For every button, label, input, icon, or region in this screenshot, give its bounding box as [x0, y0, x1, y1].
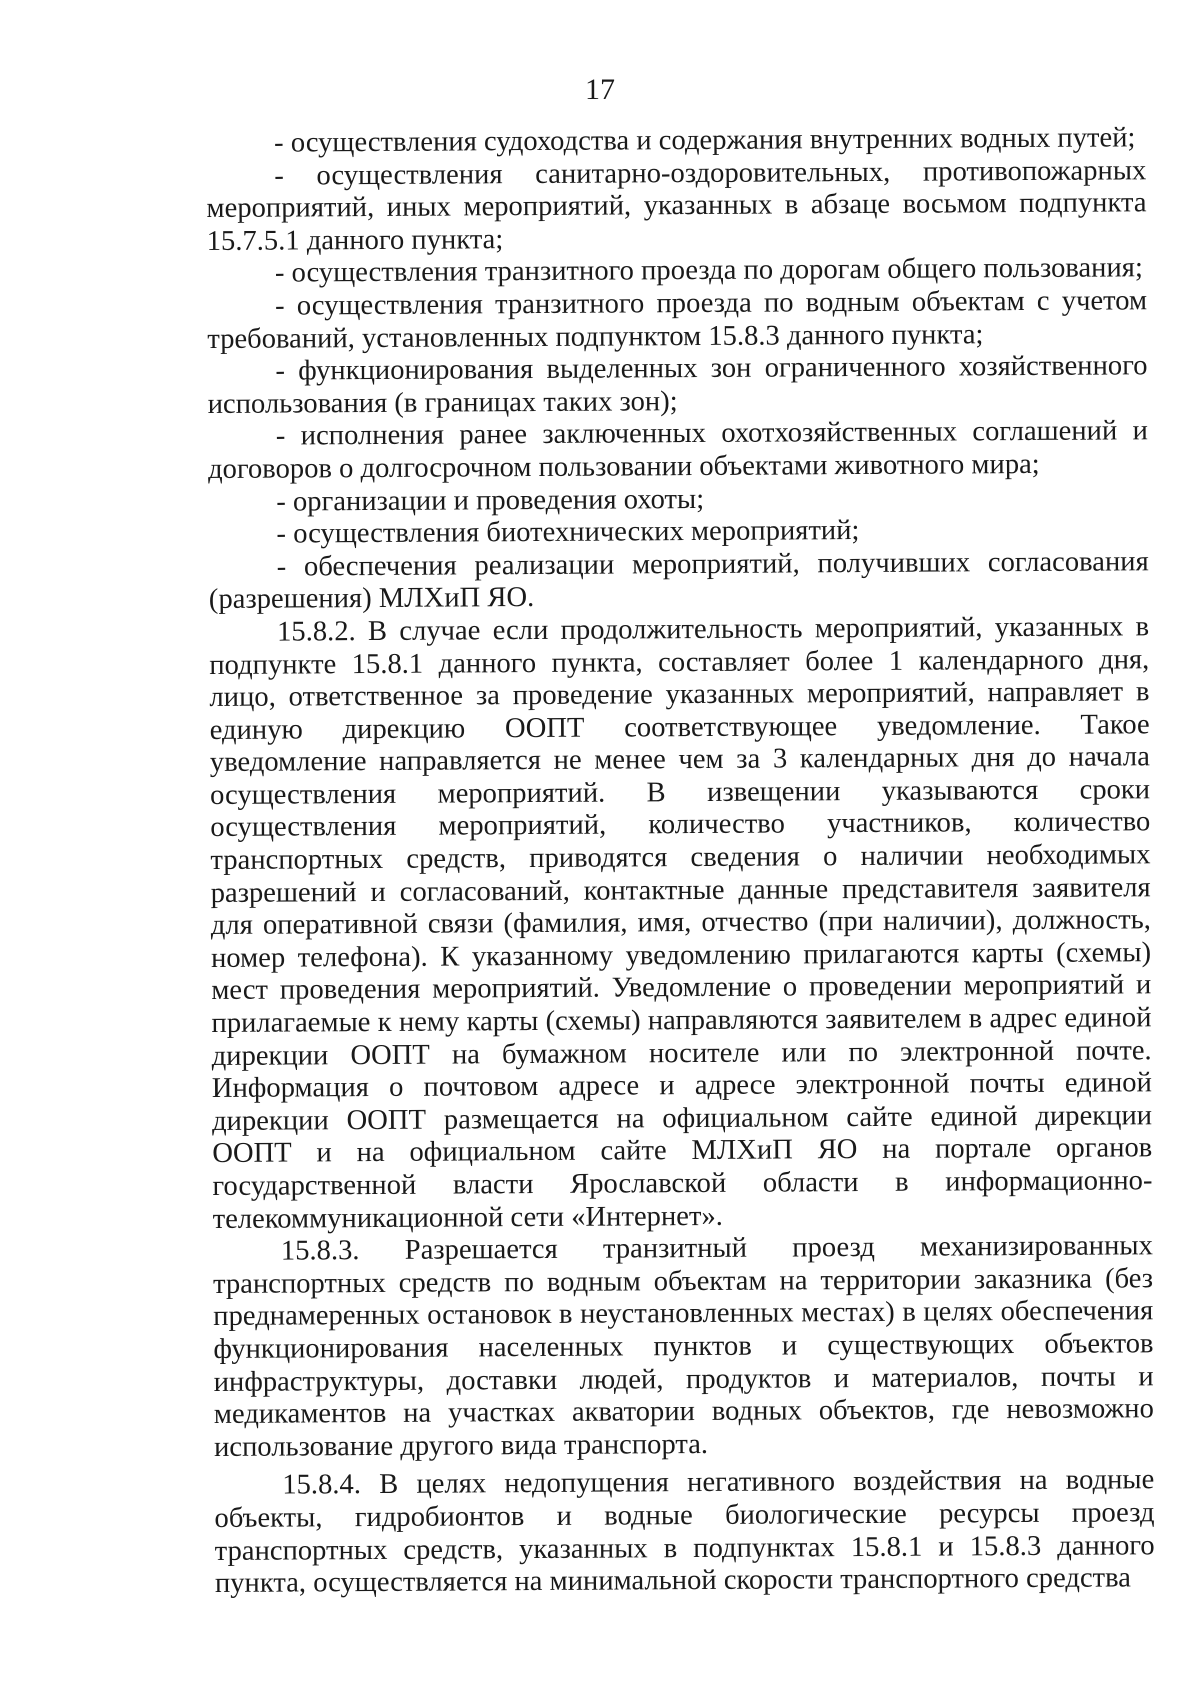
page-number: 17	[585, 73, 615, 106]
paragraph-limited-zones: - функционирования выделенных зон ограниченного хозяйственного использования (в границах таких зон);	[207, 350, 1148, 420]
paragraph-biotechnical: - осуществления биотехнических мероприятий;	[276, 515, 860, 550]
paragraph-15-8-3: 15.8.3. Разрешается транзитный проезд механизированных транспортных средств по водным объектам на территории заказника (без преднамеренных остановок в неустановленных местах) в целях обеспечения функционирования населенных пунктов и существующих объектов инфраструктуры, доставки людей, продуктов и материалов, почты и медикаментов на участках акватории водных объектов, где невозможно использование другого вида транспорта.	[212, 1230, 1154, 1463]
paragraph-15-8-2: 15.8.2. В случае если продолжительность мероприятий, указанных в подпункте 15.8.1 данного пункта, составляет более 1 календарного дня, лицо, ответственное за проведение указанных мероприятий, направляет в единую дирекцию ООПТ соответствующее уведомление. Такое уведомление направляется не менее чем за 3 календарных дня до начала осуществления мероприятий. В извещении указываются сроки осуществления мероприятий, количество участников, количество транспортных средств, приводятся сведения о наличии необходимых разрешений и согласований, контактные данные представителя заявителя для оперативной связи (фамилия, имя, отчество (при наличии), должность, номер телефона). К указанному уведомлению прилагаются карты (схемы) мест проведения мероприятий. Уведомление о проведении мероприятий и прилагаемые к нему карты (схемы) направляются заявителем в адрес единой дирекции ООПТ на бумажном носителе или по электронной почте. Информация о почтовом адресе и адресе электронной почты единой дирекции ООПТ размещается на официальном сайте единой дирекции ООПТ и на официальном сайте МЛХиП ЯО на портале органов государственной власти Ярославской области в информационно-телекоммуникационной сети «Интернет».	[209, 611, 1153, 1235]
paragraph-shipping: - осуществления судоходства и содержания внутренних водных путей;	[273, 122, 1136, 159]
paragraph-hunting: - организации и проведения охоты;	[276, 483, 705, 518]
paragraph-transit-roads: - осуществления транзитного проезда по дорогам общего пользования;	[274, 252, 1143, 289]
paragraph-approved-measures: - обеспечения реализации мероприятий, получивших согласования (разрешения) МЛХиП ЯО.	[208, 545, 1149, 616]
paragraph-sanitary-measures: - осуществления санитарно-оздоровительных, противопожарных мероприятий, иных мероприятий, указанных в абзаце восьмом подпункта 15.7.5.1 данного пункта;	[206, 154, 1147, 257]
paragraph-transit-water: - осуществления транзитного проезда по водным объектам с учетом требований, установленных подпунктом 15.8.3 данного пункта;	[207, 285, 1148, 355]
paragraph-hunting-agreements: - исполнения ранее заключенных охотхозяйственных соглашений и договоров о долгосрочном пользовании объектами животного мира;	[207, 415, 1148, 485]
document-body	[206, 122, 1155, 1600]
paragraph-15-8-4: 15.8.4. В целях недопущения негативного воздействия на водные объекты, гидробионтов и водные биологические ресурсы проезд транспортных средств, указанных в подпунктах 15.8.1 и 15.8.3 данного пункта, осуществляется на минимальной скорости транспортного средства	[214, 1464, 1155, 1600]
